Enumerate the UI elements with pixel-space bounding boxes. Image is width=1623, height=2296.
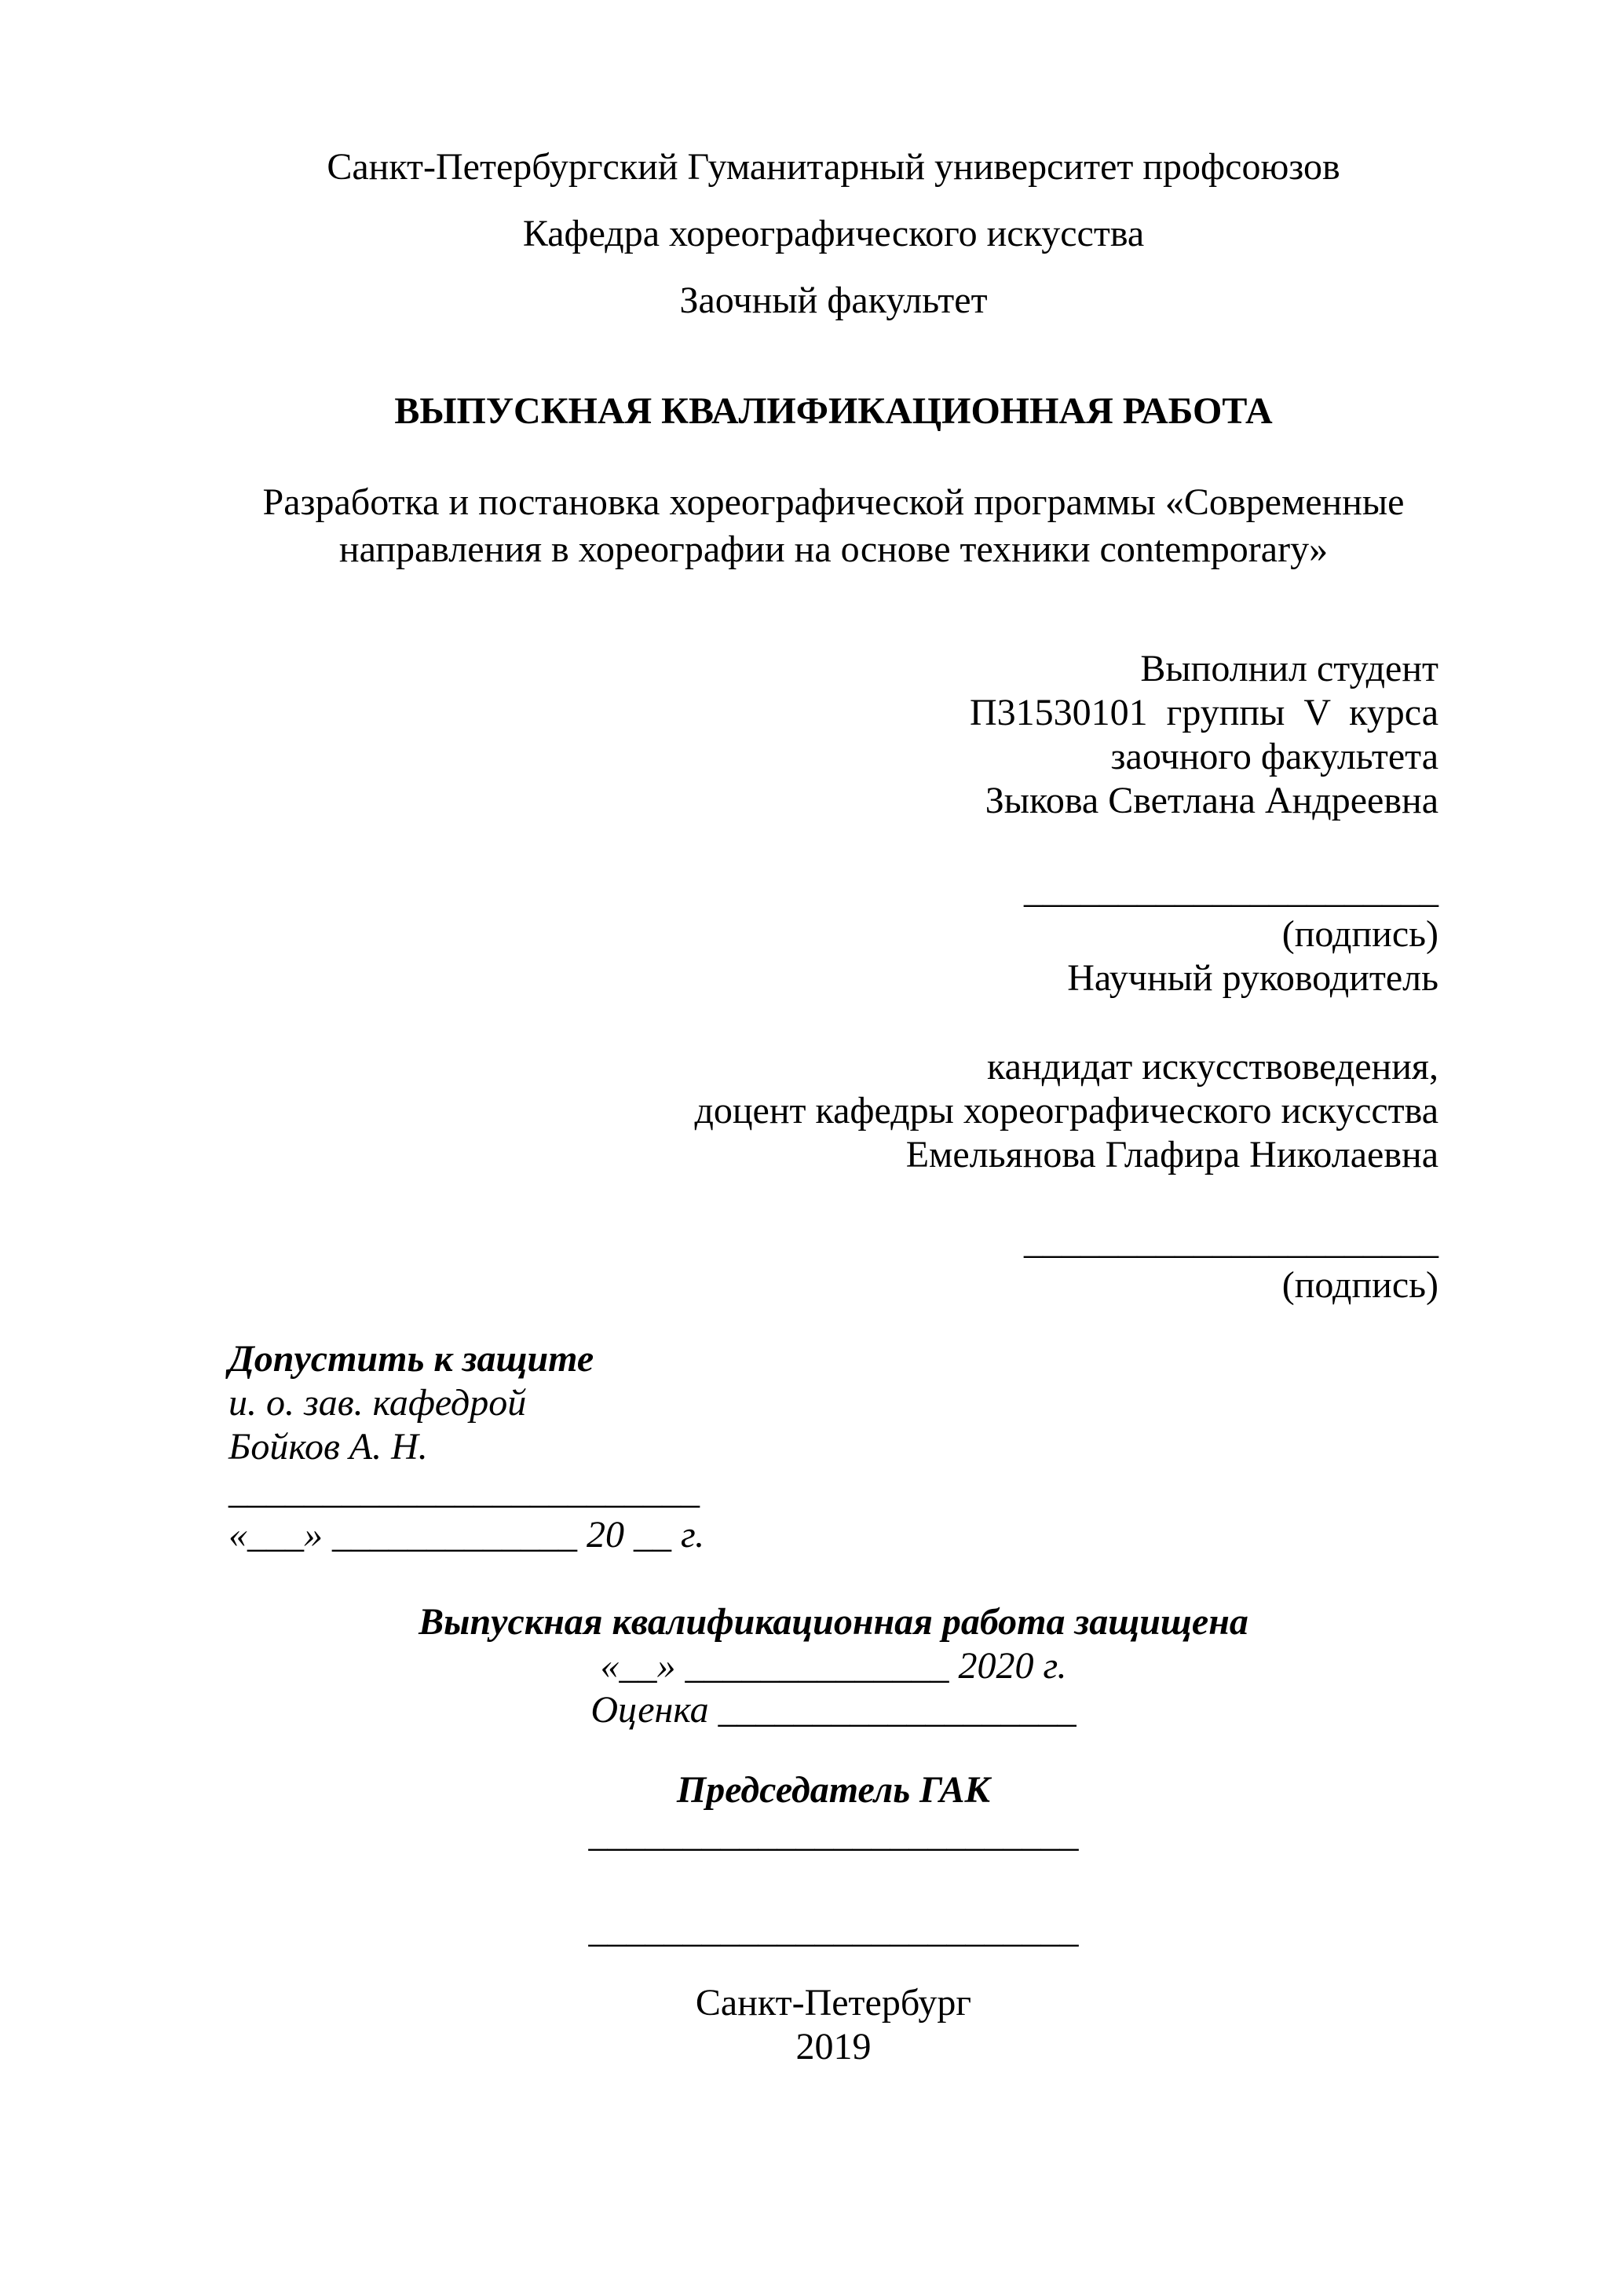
student-block bbox=[228, 647, 1438, 823]
student-faculty: заочного факультета bbox=[1110, 736, 1438, 777]
admission-position: и. о. зав. кафедрой bbox=[228, 1382, 527, 1424]
admission-title: Допустить к защите bbox=[228, 1338, 594, 1380]
student-role: Выполнил студент bbox=[1140, 648, 1438, 689]
university-name: Санкт-Петербургский Гуманитарный университет профсоюзов bbox=[327, 146, 1340, 188]
defense-date-line: «__» ______________ 2020 г. bbox=[600, 1645, 1067, 1687]
signature-caption: (подпись) bbox=[1281, 1264, 1438, 1306]
chair-signature-line-2: __________________________ bbox=[588, 1909, 1079, 1951]
chair-block bbox=[228, 1768, 1438, 1856]
student-name: Зыкова Светлана Андреевна bbox=[985, 780, 1438, 821]
chair-signature-line-1: __________________________ bbox=[588, 1813, 1079, 1855]
footer-block bbox=[228, 1981, 1438, 2069]
advisor-block bbox=[228, 1045, 1438, 1177]
advisor-role-label: Научный руководитель bbox=[1067, 957, 1438, 999]
footer-year: 2019 bbox=[795, 2026, 872, 2067]
defense-block bbox=[228, 1600, 1438, 1732]
admission-date-line: «___» _____________ 20 __ г. bbox=[228, 1514, 705, 1556]
defense-grade-line: Оценка ___________________ bbox=[590, 1689, 1077, 1731]
signature-caption: (подпись) bbox=[1281, 913, 1438, 955]
admission-block bbox=[228, 1337, 1438, 1557]
work-subtitle: Разработка и постановка хореографической программы «Современные направления в хореографии на основе техники contemporary» bbox=[262, 481, 1414, 570]
student-signature-block bbox=[228, 868, 1438, 1000]
signature-line: ______________________ bbox=[1024, 1220, 1438, 1262]
admission-signature-line: _________________________ bbox=[228, 1470, 700, 1512]
admission-name: Бойков А. Н. bbox=[228, 1426, 428, 1468]
student-group: П31530101 группы V курса bbox=[970, 692, 1438, 733]
chair-title: Председатель ГАК bbox=[676, 1769, 991, 1811]
footer-city: Санкт-Петербург bbox=[695, 1982, 972, 2024]
defense-title: Выпускная квалификационная работа защищена bbox=[419, 1601, 1248, 1643]
work-title: ВЫПУСКНАЯ КВАЛИФИКАЦИОННАЯ РАБОТА bbox=[394, 390, 1273, 432]
faculty-name: Заочный факультет bbox=[679, 280, 988, 321]
advisor-degree: кандидат искусствоведения, bbox=[987, 1046, 1438, 1088]
signature-line: ______________________ bbox=[1024, 869, 1438, 911]
advisor-name: Емельянова Глафира Николаевна bbox=[905, 1134, 1438, 1175]
advisor-signature-block bbox=[228, 1219, 1438, 1307]
advisor-position: доцент кафедры хореографического искусства bbox=[694, 1090, 1438, 1132]
department-name: Кафедра хореографического искусства bbox=[522, 213, 1145, 254]
